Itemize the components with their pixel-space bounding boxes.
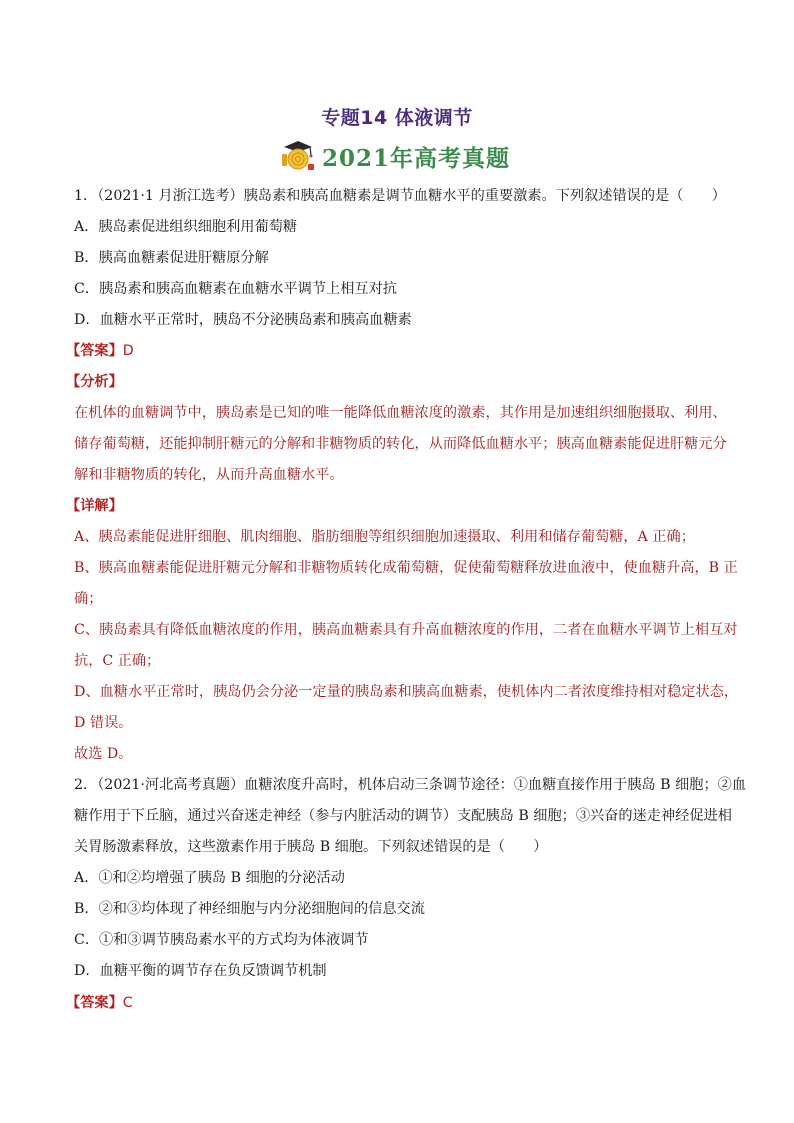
q1-stem: 1．（2021·1 月浙江选考）胰岛素和胰高血糖素是调节血糖水平的重要激素。下列叙述错误的是（ ） xyxy=(74,188,726,204)
q1-option-d: D．血糖水平正常时，胰岛不分泌胰岛素和胰高血糖素 xyxy=(74,312,412,328)
q1-analysis-line: 解和非糖物质的转化，从而升高血糖水平。 xyxy=(74,467,344,483)
answer-label: 【答案】 xyxy=(66,343,123,359)
q1-detail-label: 【详解】 xyxy=(66,498,123,514)
q1-option-b: B．胰高血糖素促进肝糖原分解 xyxy=(74,250,269,266)
answer-label: 【答案】 xyxy=(66,995,123,1011)
subtitle-text: 2021年高考真题 xyxy=(322,144,511,172)
q2-stem-line: 关胃肠激素释放，这些激素作用于胰岛 B 细胞。下列叙述错误的是（ ） xyxy=(74,839,548,855)
q2-option-a: A．①和②均增强了胰岛 B 细胞的分泌活动 xyxy=(74,870,345,886)
q2-stem-line: 糖作用于下丘脑，通过兴奋迷走神经（参与内脏活动的调节）支配胰岛 B 细胞；③兴奋的迷走神经促进相 xyxy=(74,808,732,824)
q2-option-b: B．②和③均体现了神经细胞与内分泌细胞间的信息交流 xyxy=(74,901,425,917)
q1-option-a: A．胰岛素促进组织细胞利用葡萄糖 xyxy=(74,219,298,235)
q1-analysis-label: 【分析】 xyxy=(66,374,123,390)
q1-detail-line: A、胰岛素能促进肝细胞、肌肉细胞、脂肪细胞等组织细胞加速摄取、利用和储存葡萄糖，A 正确； xyxy=(74,529,695,545)
q1-detail-line: 确； xyxy=(74,591,103,607)
q2-option-c: C．①和③调节胰岛素水平的方式均为体液调节 xyxy=(74,932,369,948)
q1-detail-line: C、胰岛素具有降低血糖浓度的作用，胰高血糖素具有升高血糖浓度的作用，二者在血糖水平调节上相互对 xyxy=(74,622,738,638)
q1-detail-line: 抗，C 正确； xyxy=(74,653,161,669)
q1-detail-line: D 错误。 xyxy=(74,715,133,731)
q2-option-d: D．血糖平衡的调节存在负反馈调节机制 xyxy=(74,963,327,979)
q2-answer xyxy=(66,993,133,1013)
q1-answer xyxy=(66,341,134,361)
q1-analysis-line: 储存葡萄糖，还能抑制肝糖元的分解和非糖物质的转化，从而降低血糖水平；胰高血糖素能促进肝糖元分 xyxy=(74,436,727,452)
q1-conclusion: 故选 D。 xyxy=(74,746,133,762)
q1-option-c: C．胰岛素和胰高血糖素在血糖水平调节上相互对抗 xyxy=(74,281,397,297)
answer-value: C xyxy=(122,995,133,1011)
q2-stem-line: 2．（2021·河北高考真题）血糖浓度升高时，机体启动三条调节途径：①血糖直接作用于胰岛 B 细胞；②血 xyxy=(74,777,747,793)
document-title: 专题14 体液调节 xyxy=(321,107,473,129)
q1-analysis-line: 在机体的血糖调节中，胰岛素是已知的唯一能降低血糖浓度的激素，其作用是加速组织细胞摄取、利用、 xyxy=(74,405,727,421)
answer-value: D xyxy=(122,343,134,359)
subtitle-banner xyxy=(280,138,510,174)
q1-detail-line: D、血糖水平正常时，胰岛仍会分泌一定量的胰岛素和胰高血糖素，使机体内二者浓度维持相对稳定状态， xyxy=(74,684,739,700)
q1-detail-line: B、胰高血糖素能促进肝糖元分解和非糖物质转化成葡萄糖，促使葡萄糖释放进血液中，使血糖升高，B 正 xyxy=(74,560,738,576)
scholar-mascot-logo-icon xyxy=(280,138,316,174)
